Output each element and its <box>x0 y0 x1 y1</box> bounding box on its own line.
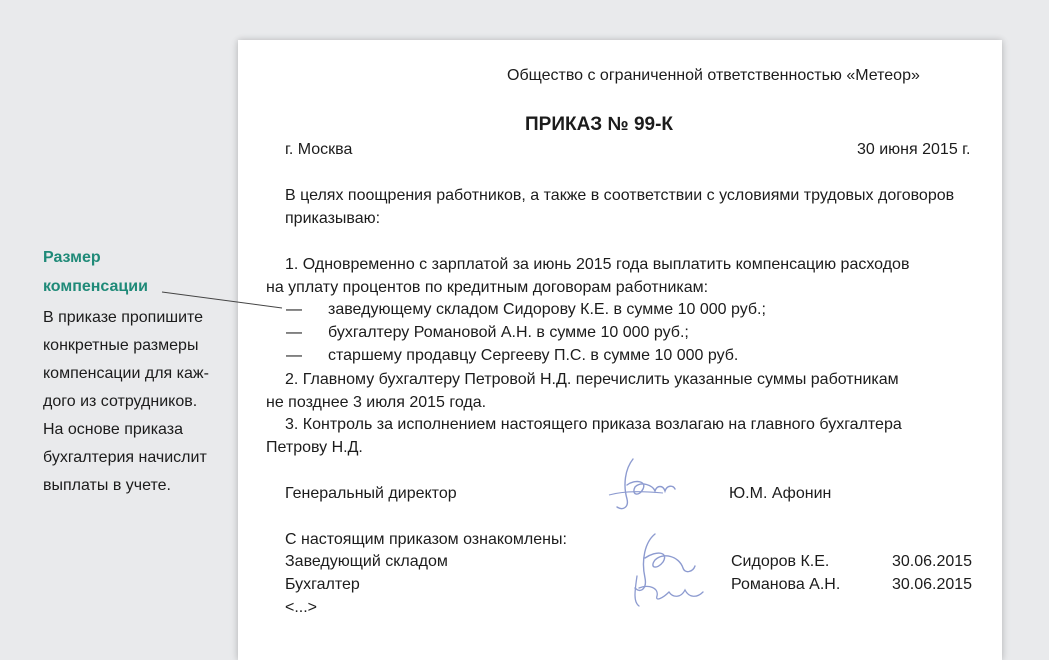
director-position: Генеральный директор <box>285 485 457 502</box>
acquaint-position: Бухгалтер <box>285 576 360 593</box>
acquainted-heading: С настоящим приказом ознакомлены: <box>285 531 567 548</box>
acquaint-name: Романова А.Н. <box>731 576 841 593</box>
sub-item: бухгалтеру Романовой А.Н. в сумме 10 000 руб.; <box>328 324 689 341</box>
city: г. Москва <box>285 141 353 158</box>
order-title: ПРИКАЗ № 99-К <box>525 114 674 135</box>
order-date: 30 июня 2015 г. <box>857 141 971 158</box>
acquaint-name: Сидоров К.Е. <box>731 553 830 570</box>
note-line: бухгалтерия начислит <box>43 449 207 466</box>
organization-name: Общество с ограниченной ответственностью «Метеор» <box>507 67 920 84</box>
sub-item: старшему продавцу Сергееву П.С. в сумме 10 000 руб. <box>328 347 739 364</box>
item1-line1: 1. Одновременно с зарплатой за июнь 2015 года выплатить компенсацию расходов <box>285 256 910 273</box>
list-dash: — <box>286 347 302 364</box>
preamble-line1: В целях поощрения работников, а также в соответствии с условиями трудовых договоров <box>285 187 955 204</box>
item2-line1: 2. Главному бухгалтеру Петровой Н.Д. перечислить указанные суммы работникам <box>285 371 899 388</box>
sub-item: заведующему складом Сидорову К.Е. в сумме 10 000 руб.; <box>328 301 766 318</box>
note-line: компенсации для каж- <box>43 365 209 382</box>
note-line: В приказе пропишите <box>43 309 204 326</box>
acquaint-position: Заведующий складом <box>285 553 448 570</box>
note-line: дого из сотрудников. <box>43 393 198 410</box>
acquaint-date: 30.06.2015 <box>892 576 973 593</box>
item3-line1: 3. Контроль за исполнением настоящего приказа возлагаю на главного бухгалтера <box>285 416 902 433</box>
item2-line2: не позднее 3 июля 2015 года. <box>266 394 487 411</box>
note-line: выплаты в учете. <box>43 477 171 494</box>
director-name: Ю.М. Афонин <box>729 485 832 502</box>
list-dash: — <box>286 324 302 341</box>
ellipsis: <...> <box>285 599 318 616</box>
note-heading-line2: компенсации <box>43 278 148 295</box>
note-heading-line1: Размер <box>43 249 101 266</box>
note-line: На основе приказа <box>43 421 183 438</box>
note-line: конкретные размеры <box>43 337 199 354</box>
item1-line2: на уплату процентов по кредитным договорам работникам: <box>266 279 709 296</box>
item3-line2: Петрову Н.Д. <box>266 439 363 456</box>
list-dash: — <box>286 301 302 318</box>
preamble-line2: приказываю: <box>285 210 381 227</box>
acquaint-date: 30.06.2015 <box>892 553 973 570</box>
